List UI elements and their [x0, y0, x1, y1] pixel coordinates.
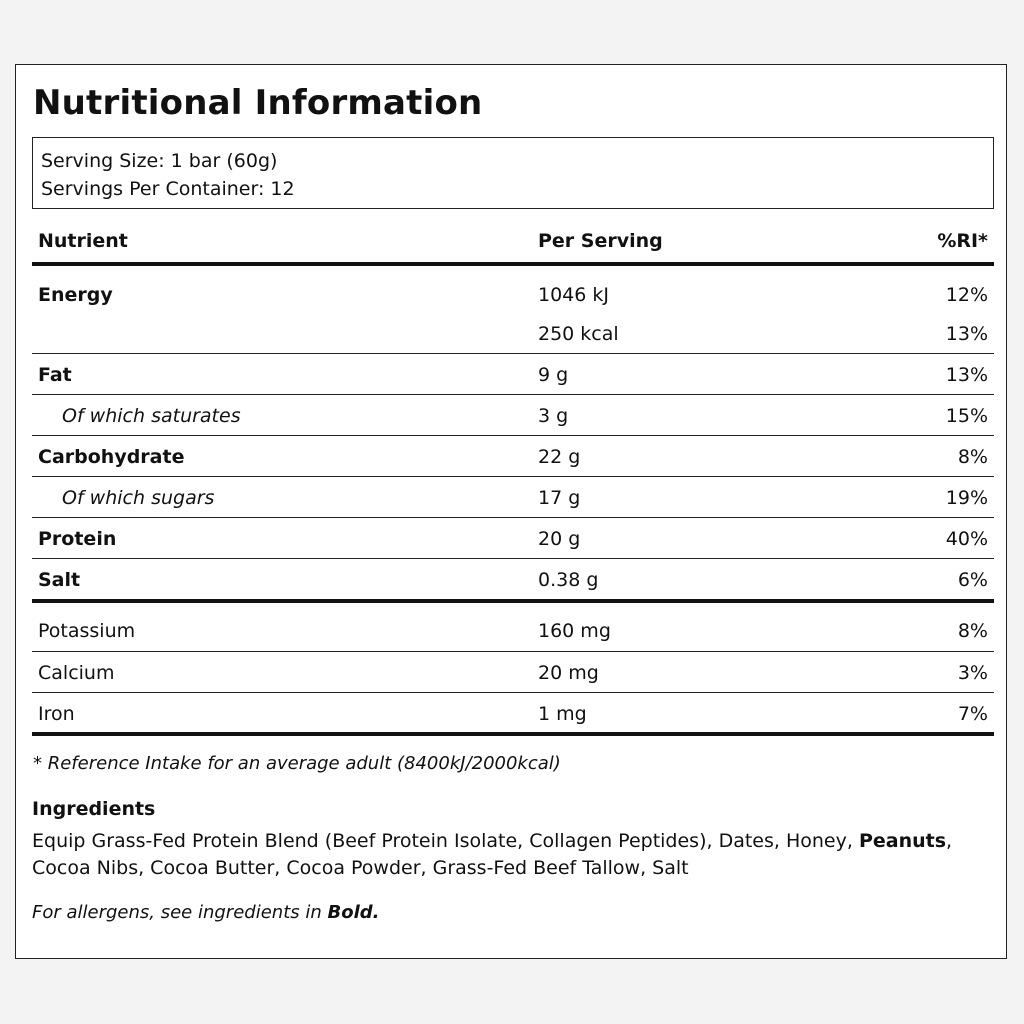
ingredients-heading: Ingredients [32, 798, 156, 820]
nutrient-value: 20 g [538, 528, 581, 550]
nutrient-value: 250 kcal [538, 323, 619, 345]
table-row-energy [32, 266, 994, 354]
nutrient-value: 1046 kJ [538, 284, 609, 306]
nutrient-name: Calcium [38, 662, 115, 684]
servings-per-container: Servings Per Container: 12 [41, 178, 295, 200]
nutrient-value: 160 mg [538, 620, 611, 642]
nutrient-ri: 13% [945, 323, 988, 345]
allergen-ingredient: Peanuts [858, 830, 947, 852]
allergen-note [32, 902, 379, 923]
nutrient-value: 20 mg [538, 662, 599, 684]
nutrient-ri: 40% [945, 528, 988, 550]
ingredients-text-before: Equip Grass-Fed Protein Blend (Beef Protein Isolate, Collagen Peptides), Dates, Honey, [32, 830, 859, 852]
header-per-serving: Per Serving [538, 230, 663, 252]
table-row-fat [32, 354, 994, 395]
nutrient-name: Energy [38, 284, 113, 306]
table-row-protein [32, 518, 994, 559]
nutrient-ri: 8% [957, 446, 988, 468]
nutrient-name: Fat [38, 364, 72, 386]
nutrient-name: Protein [38, 528, 117, 550]
allergen-note-text: For allergens, see ingredients in [32, 902, 328, 923]
nutrient-value: 1 mg [538, 703, 587, 725]
nutrient-ri: 8% [957, 620, 988, 642]
nutrient-ri: 7% [957, 703, 988, 725]
serving-size: Serving Size: 1 bar (60g) [41, 150, 278, 172]
nutrient-name: Salt [38, 569, 81, 591]
table-row-saturates [32, 395, 994, 436]
allergen-note-bold: Bold. [327, 902, 380, 923]
nutrient-name: Iron [38, 703, 75, 725]
nutrient-ri: 19% [945, 487, 988, 509]
nutrient-name: Carbohydrate [38, 446, 185, 468]
nutrient-value: 3 g [538, 405, 569, 427]
nutrient-ri: 13% [945, 364, 988, 386]
nutrient-value: 17 g [538, 487, 581, 509]
nutrient-ri: 3% [957, 662, 988, 684]
nutrition-panel [15, 64, 1007, 959]
nutrient-ri: 6% [957, 569, 988, 591]
table-header [32, 222, 994, 266]
nutrient-name: Potassium [38, 620, 136, 642]
serving-info-box [32, 137, 994, 209]
nutrient-value: 9 g [538, 364, 569, 386]
nutrition-table [32, 222, 994, 736]
nutrient-value: 0.38 g [538, 569, 599, 591]
header-nutrient: Nutrient [38, 230, 128, 252]
ri-footnote: * Reference Intake for an average adult (8400kJ/2000kcal) [33, 753, 561, 774]
nutrient-value: 22 g [538, 446, 581, 468]
nutrient-name: Of which saturates [62, 405, 241, 427]
page-title: Nutritional Information [33, 83, 483, 123]
nutrient-ri: 15% [945, 405, 988, 427]
header-ri: %RI* [937, 230, 988, 252]
ingredients-text [32, 828, 997, 882]
table-row-sugars [32, 477, 994, 518]
table-row-calcium [32, 652, 994, 693]
table-row-potassium [32, 603, 994, 652]
ingredients-text-after: , Cocoa Nibs, Cocoa Butter, Cocoa Powder, Grass-Fed Beef Tallow, Salt [32, 830, 953, 879]
nutrient-ri: 12% [945, 284, 988, 306]
nutrient-name: Of which sugars [62, 487, 215, 509]
table-row-iron [32, 693, 994, 736]
table-row-carbohydrate [32, 436, 994, 477]
table-row-salt [32, 559, 994, 603]
